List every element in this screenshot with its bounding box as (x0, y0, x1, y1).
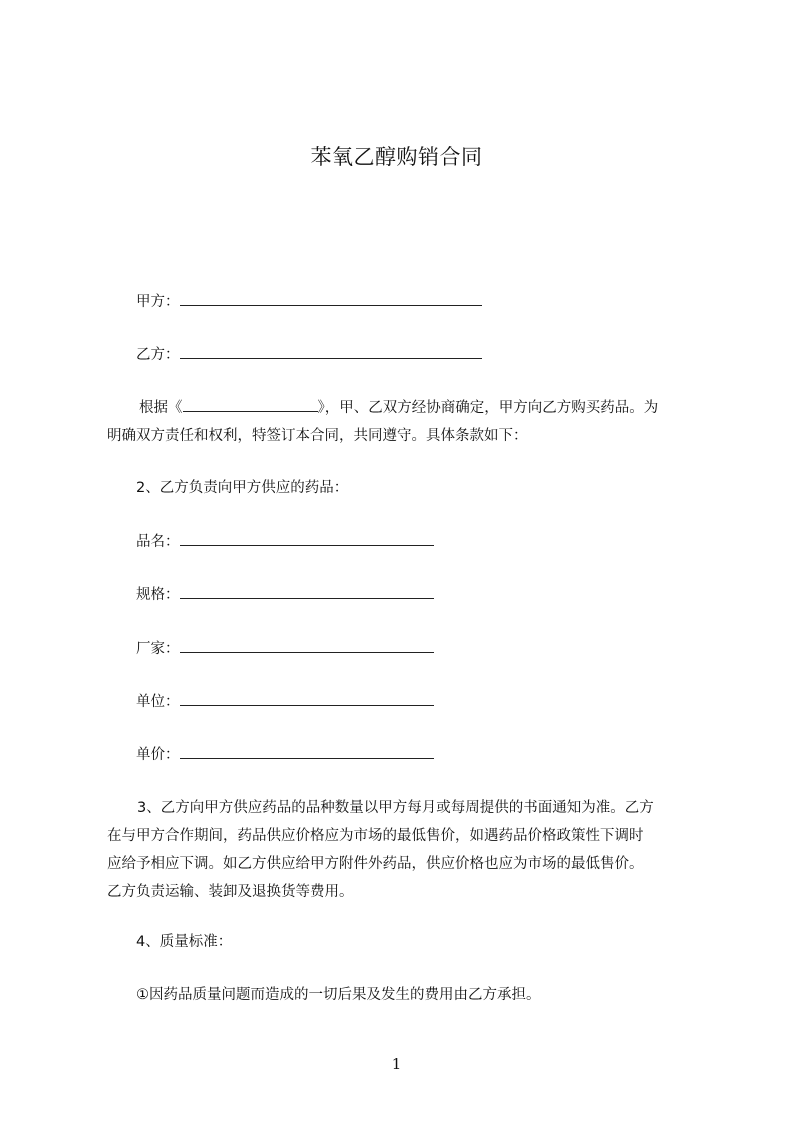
section-4-heading: 4、质量标准： (136, 934, 233, 950)
intro-line-2: 明确双方责任和权利，特签订本合同，共同遵守。具体条款如下： (107, 428, 528, 444)
section-3-line-3: 应给予相应下调。如乙方供应给甲方附件外药品，供应价格也应为市场的最低售价。 (107, 856, 644, 872)
quality-item-1: ①因药品质量问题而造成的一切后果及发生的费用由乙方承担。 (136, 987, 541, 1003)
field-maker-line (136, 638, 434, 659)
intro-prefix: 根据《 (139, 400, 183, 416)
party-a-label: 甲方： (136, 294, 180, 310)
section-3-paragraph (107, 794, 654, 906)
field-spec-blank (180, 584, 434, 599)
page-title: 苯氧乙醇购销合同 (310, 145, 483, 169)
section-2-heading: 2、乙方负责向甲方供应的药品： (136, 480, 349, 496)
field-unit-label: 单位： (136, 694, 180, 710)
field-price-label: 单价： (136, 747, 180, 763)
field-spec-label: 规格： (136, 587, 180, 603)
party-b-blank (180, 344, 482, 359)
intro-line-1 (107, 394, 658, 422)
field-unit-blank (180, 691, 434, 706)
law-name-blank (183, 397, 318, 412)
page-number: 1 (391, 1055, 402, 1073)
intro-paragraph (107, 394, 658, 450)
field-unit-line (136, 691, 434, 712)
section-3-line-1: 3、乙方向甲方供应药品的品种数量以甲方每月或每周提供的书面通知为准。乙方 (137, 800, 654, 816)
field-name-line (136, 531, 434, 552)
section-3-line-2: 在与甲方合作期间，药品供应价格应为市场的最低售价，如遇药品价格政策性下调时 (107, 828, 644, 844)
field-price-line (136, 744, 434, 765)
party-a-line (136, 291, 482, 312)
field-price-blank (180, 744, 434, 759)
field-maker-label: 厂家： (136, 641, 180, 657)
party-a-blank (180, 291, 482, 306)
field-name-blank (180, 531, 434, 546)
section-3-line-4: 乙方负责运输、装卸及退换货等费用。 (107, 884, 354, 900)
party-b-line (136, 344, 482, 365)
field-spec-line (136, 584, 434, 605)
intro-suffix: 》，甲、乙双方经协商确定，甲方向乙方购买药品。为 (317, 400, 659, 416)
field-maker-blank (180, 638, 434, 653)
party-b-label: 乙方： (136, 347, 180, 363)
field-name-label: 品名： (136, 534, 180, 550)
